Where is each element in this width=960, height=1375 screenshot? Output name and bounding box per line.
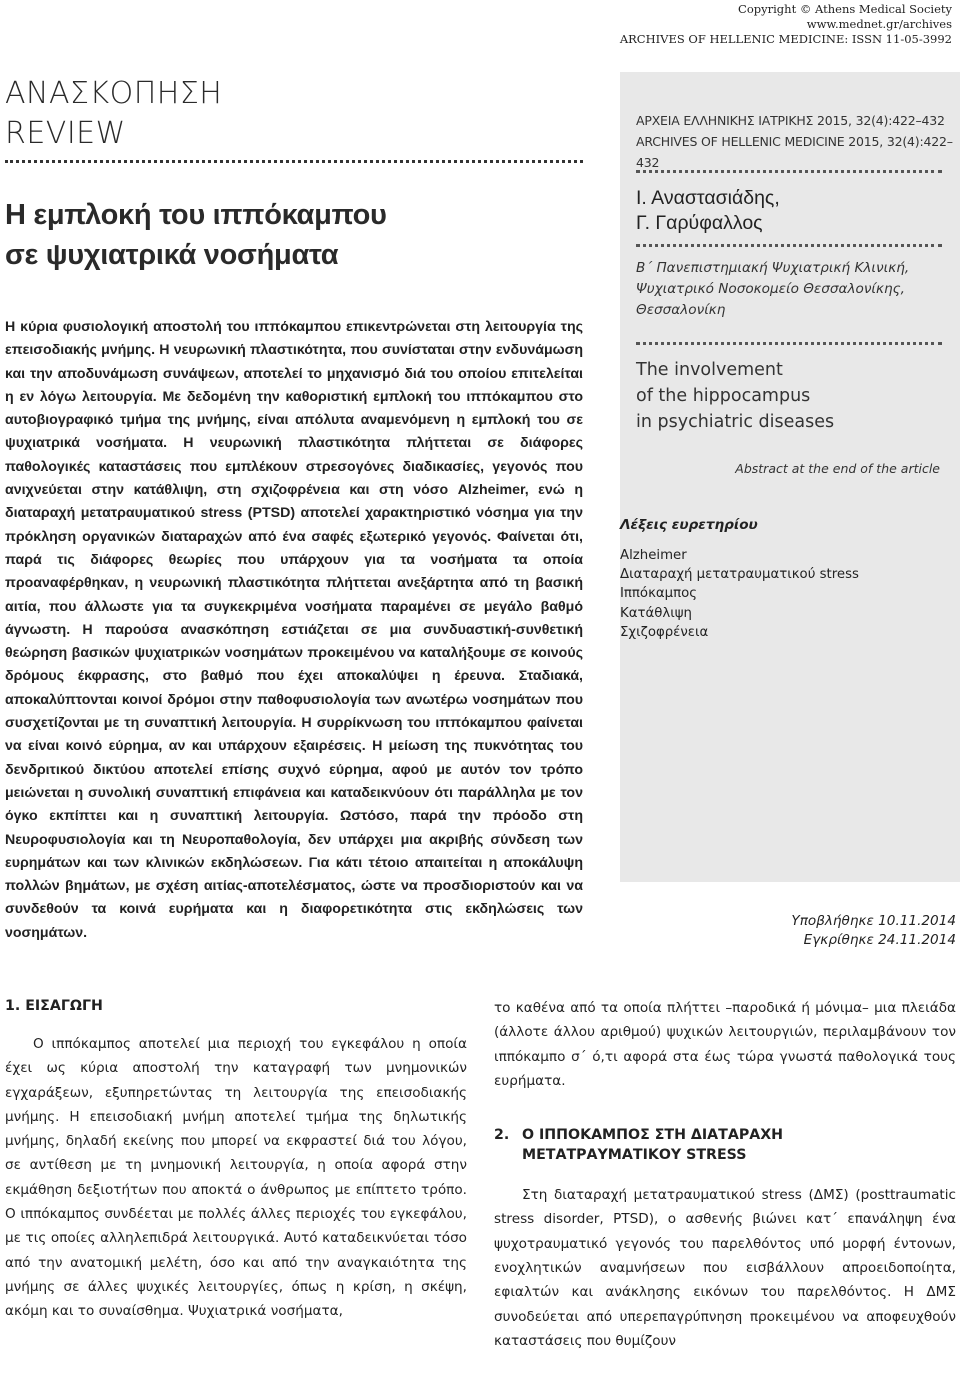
section-2-heading — [494, 1125, 956, 1165]
abstract-note: Abstract at the end of the article — [735, 461, 940, 476]
keyword-item: Σχιζοφρένεια — [620, 624, 709, 640]
affiliation — [636, 258, 909, 321]
issn-text: ARCHIVES OF HELLENIC MEDICINE: ISSN 11-05-3992 — [619, 32, 952, 46]
body-column-left — [5, 996, 467, 1324]
article-title — [5, 195, 387, 275]
title-line-2: σε ψυχιατρικά νοσήματα — [5, 239, 339, 271]
english-title-line: The involvement — [636, 360, 783, 380]
sidebar-divider-1 — [636, 170, 942, 173]
english-title-line: in psychiatric diseases — [636, 412, 835, 432]
section-2-title — [522, 1125, 783, 1165]
body-column-right — [494, 996, 956, 1353]
journal-url[interactable]: www.mednet.gr/archives — [806, 17, 952, 31]
section-2-text: Στη διαταραχή μετατραυματικού stress (ΔΜΣ) (posttraumatic stress disorder, PTSD), ο ασθενής βιώνει κατ΄ επανάληψη ένα ψυχοτραυματικό γεγονός του παρελθόντος υπό μορφή έντονων, ενοχλητικών αναμνήσεων που εισβάλλουν απροειδοποίητα, εφιαλτών και ανάκλησης εικόνων του παρελθόντος. Η ΔΜΣ συνοδεύεται από υπερεπαγρύπνηση προκειμένου να αποφευχθούν καταστάσεις που θυμίζουν — [494, 1187, 956, 1349]
journal-citation — [636, 110, 960, 173]
author-2: Γ. Γαρύφαλλος — [636, 212, 763, 234]
journal-citation-english: ARCHIVES OF HELLENIC MEDICINE 2015, 32(4):422–432 — [636, 134, 953, 170]
abstract-text: Η κύρια φυσιολογική αποστολή του ιππόκαμπου επικεντρώνεται στη λειτουργία της επεισοδιακής μνήμης. Η νευρωνική πλαστικότητα, που συνίσταται στην ενδυνάμωση και την αποδυνάμωση συνάψεων, αποτελεί το μηχανισμό διά του οποίου επιτελείται η εν λόγω λειτουργία. Με δεδομένη την καθοριστική εμπλοκή του ιππόκαμπου στο αυτοβιογραφικό τμήμα της μνήμης, είναι απόλυτα αναμενόμενη η εμπλοκή του σε ψυχιατρικά νοσήματα. Η νευρωνική πλαστικότητα πλήττεται σε διάφορες παθολογικές καταστάσεις που εμπλέκουν στρεσογόνες διαδικασίες, γεγονός που ανιχνεύεται στην κατάθλιψη, στη σχιζοφρένεια και στη νόσο Alzheimer, ενώ η διαταραχή μετατραυματικού stress (PTSD) αποτελεί χαρακτηριστικό νόσημα για την πρόκληση οργανικών διαταραχών από ένα σαφές εξωτερικό γεγονός. Φαίνεται ότι, παρά τις διάφορες θεωρίες που υπάρχουν για τα νοσήματα τα οποία προαναφέρθηκαν, η νευρωνική πλαστικότητα πλήττεται ανεξάρτητα από τη βασική αιτία, που άλλωστε για τα συγκεκριμένα νοσήματα παραμένει σε μεγάλο βαθμό άγνωστη. Η παρούσα ανασκόπηση εστιάζεται σε μια συνδυαστική-συνθετική θεώρηση βασικών ψυχιατρικών νοσημάτων προκειμένου να καταλήξουμε σε κοινούς δρόμους έκφρασης, στο βαθμό που έχει αποκαλύψει η έρευνα. Σταδιακά, αποκαλύπτονται κοινοί δρόμοι στην παθοφυσιολογία των ανωτέρω νοσημάτων που συσχετίζονται με τη συναπτική λειτουργία. Η συρρίκνωση του ιππόκαμπου φαίνεται να είναι κοινό εύρημα, αν και υπάρχουν εξαιρέσεις. Η μείωση της πυκνότητας του δενδριτικού δικτύου αποτελεί επίσης συχνό εύρημα, αφού με αυτόν τον τρόπο μειώνεται η συνολική συναπτική επιφάνεια και καταδεικνύουν ότι παράλληλα με τον όγκο εκπίπτει και η συναπτική λειτουργία. Ωστόσο, παρά την πρόοδο στη Νευροφυσιολογία και τη Νευροπαθολογία, δεν υπάρχει μια ακριβής σύνδεση των ευρημάτων και των κλινικών εκδηλώσεων. Για κάτι τέτοιο απαιτείται η αποκάλυψη πολλών βημάτων, με σχέση αιτίας-αποτελέσματος, ώστε να προσδιοριστούν και να συνδεθούν τα κοινά ευρήματα και η διαφορετικότητα στις εκδηλώσεις των νοσημάτων. — [5, 319, 583, 941]
keyword-item: Διαταραχή μετατραυματικού stress — [620, 567, 859, 583]
copyright-text: Copyright © Athens Medical Society — [738, 2, 952, 16]
accepted-date: Εγκρίθηκε 24.11.2014 — [803, 932, 956, 948]
section-1-text: Ο ιππόκαμπος αποτελεί μια περιοχή του εγκεφάλου η οποία έχει ως κύρια αποστολή την καταγραφή των μνημονικών εγχαράξεων, εξυπηρετώντας τη λειτουργία της επεισοδιακής μνήμης. Η επεισοδιακή μνήμη αποτελεί τμήμα της δηλωτικής μνήμης, δηλαδή εκείνης που μπορεί να εκφραστεί διά του λόγου, σε αντίθεση με τη μνημονική λειτουργία, η οποία αφορά στην εκμάθηση δεξιοτήτων που αποκτά ο άνθρωπος με επίπτετο τρόπο. Ο ιππόκαμπος συνδέεται με πολλές άλλες περιοχές του εγκεφάλου, με τις οποίες αλληλεπιδρά λειτουργικά. Αυτό καταδεικνύεται τόσο από την ανατομική μελέτη, όσο και από την αναγκαιότητα της μνήμης σε άλλες ψυχικές λειτουργίες, όπως η κρίση, η σκέψη, ακόμη και το συναίσθημα. Ψυχιατρικά νοσήματα, — [5, 1036, 467, 1320]
section-1-heading: 1. ΕΙΣΑΓΩΓΗ — [5, 998, 103, 1014]
title-divider — [5, 160, 583, 163]
english-title — [636, 357, 834, 435]
keywords-heading: Λέξεις ευρετηρίου — [620, 517, 758, 533]
keyword-item: Alzheimer — [620, 548, 687, 563]
affiliation-line: Θεσσαλονίκη — [636, 302, 726, 318]
sidebar-divider-2 — [636, 244, 942, 247]
section-2-title-line: Ο ΙΠΠΟΚΑΜΠΟΣ ΣΤΗ ΔΙΑΤΑΡΑΧΗ — [522, 1127, 784, 1144]
article-type-greek: ΑΝΑΣΚΟΠΗΣΗ — [5, 76, 223, 111]
authors — [636, 186, 780, 236]
section-2-number: 2. — [494, 1127, 510, 1144]
affiliation-line: Β΄ Πανεπιστημιακή Ψυχιατρική Κλινική, — [636, 260, 910, 276]
keywords-list — [620, 546, 859, 642]
affiliation-line: Ψυχιατρικό Νοσοκομείο Θεσσαλονίκης, — [636, 281, 905, 297]
submission-dates — [791, 912, 956, 950]
submitted-date: Υποβλήθηκε 10.11.2014 — [791, 913, 956, 929]
copyright-header — [620, 2, 952, 47]
title-line-1: Η εμπλοκή του ιππόκαμπου — [5, 199, 387, 231]
keyword-item: Κατάθλιψη — [620, 605, 692, 621]
author-1: Ι. Αναστασιάδης, — [636, 187, 780, 209]
keyword-item: Ιππόκαμπος — [620, 586, 698, 602]
section-2-title-line: ΜΕΤΑΤΡΑΥΜΑΤΙΚΟΥ STRESS — [522, 1147, 747, 1164]
article-type-english: REVIEW — [5, 116, 126, 151]
english-title-line: of the hippocampus — [636, 386, 811, 406]
continuation-text: το καθένα από τα οποία πλήττει –παροδικά ή μόνιμα– μια πλειάδα (άλλοτε άλλου αριθμού) ψυχικών λειτουργιών, περιλαμβάνουν τον ιππόκαμπο σ΄ ό,τι αφορά στα έως τώρα γνωστά παθολογικά τους ευρήματα. — [494, 1000, 956, 1089]
article-type — [5, 74, 222, 154]
sidebar-divider-3 — [636, 342, 942, 345]
journal-citation-greek: ΑΡΧΕΙΑ ΕΛΛΗΝΙΚΗΣ ΙΑΤΡΙΚΗΣ 2015, 32(4):422–432 — [636, 113, 945, 128]
